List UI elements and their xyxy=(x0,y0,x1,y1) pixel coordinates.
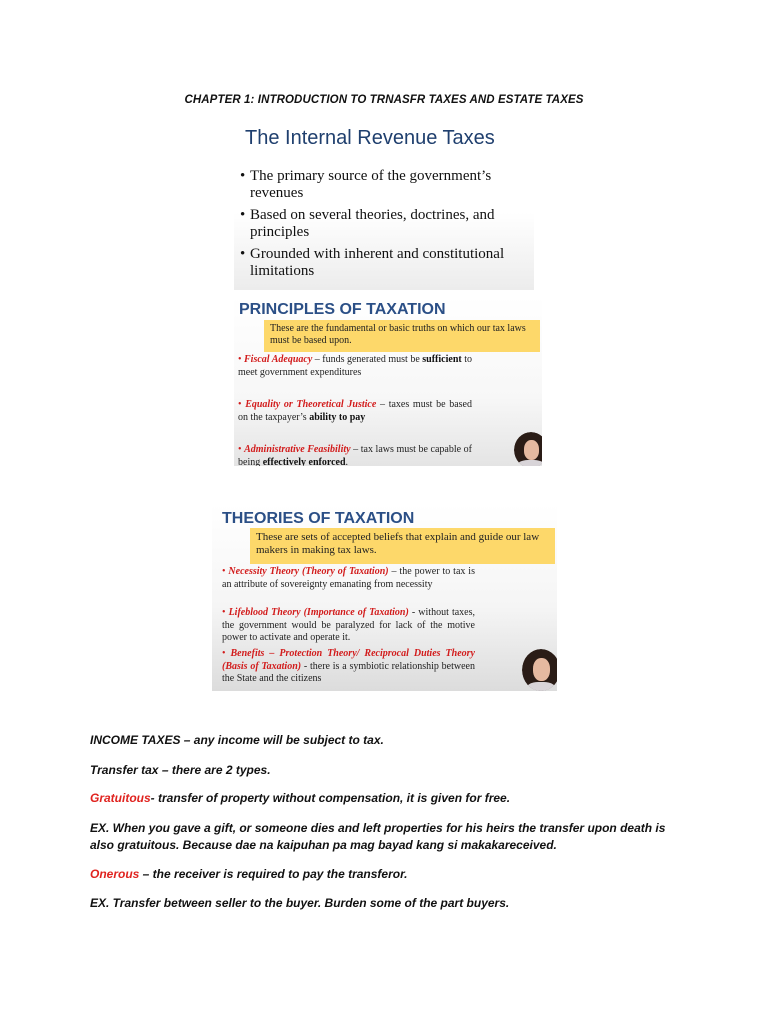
note-example-gratuitous: EX. When you gave a gift, or someone dies and left properties for his heirs the transfer upon death is also gratuitous. Because dae na kaipuhan pa mag bayad kang si makakareceived. xyxy=(90,821,666,852)
slide-theories-of-taxation xyxy=(212,504,557,691)
note-onerous: Onerous – the receiver is required to pay the transferor. xyxy=(90,867,408,881)
slide-internal-revenue-taxes xyxy=(234,118,534,290)
highlight-note: These are sets of accepted beliefs that explain and guide our law makers in making tax laws. xyxy=(250,528,555,564)
note-gratuitous: Gratuitous- transfer of property without compensation, it is given for free. xyxy=(90,791,511,805)
chapter-heading: CHAPTER 1: INTRODUCTION TO TRNASFR TAXES AND ESTATE TAXES xyxy=(184,94,584,106)
principle-item: • Administrative Feasibility – tax laws must be capable of being effectively enforced. xyxy=(238,444,472,466)
theory-item: • Necessity Theory (Theory of Taxation) – the power to tax is an attribute of sovereignty emanating from necessity xyxy=(222,566,475,590)
bullet-list xyxy=(240,168,530,285)
slide-title: THEORIES OF TAXATION xyxy=(222,510,415,527)
slide-title: The Internal Revenue Taxes xyxy=(245,127,495,149)
bullet-item: • Based on several theories, doctrines, and principles xyxy=(240,207,530,241)
note-example-onerous: EX. Transfer between seller to the buyer. Burden some of the part buyers. xyxy=(90,896,510,910)
note-transfer-tax: Transfer tax – there are 2 types. xyxy=(90,763,271,777)
principle-item: • Equality or Theoretical Justice – taxes must be based on the taxpayer’s ability to pay xyxy=(238,399,472,423)
highlight-note: These are the fundamental or basic truths on which our tax laws must be based upon. xyxy=(264,320,540,352)
presenter-avatar xyxy=(514,432,542,466)
term-gratuitous: Gratuitous xyxy=(90,791,151,805)
presenter-avatar xyxy=(522,649,557,691)
note-income-taxes: INCOME TAXES – any income will be subject to tax. xyxy=(90,733,384,747)
slide-principles-of-taxation xyxy=(234,296,542,466)
principle-item: • Fiscal Adequacy – funds generated must be sufficient to meet government expenditures xyxy=(238,354,473,378)
theory-item: • Lifeblood Theory (Importance of Taxation) - without taxes, the government would be paralyzed for lack of the motive power to activate and operate it. xyxy=(222,607,475,643)
term-onerous: Onerous xyxy=(90,867,140,881)
slide-title: PRINCIPLES OF TAXATION xyxy=(239,301,446,318)
theory-item: • Benefits – Protection Theory/ Reciprocal Duties Theory (Basis of Taxation) - there is a symbiotic relationship between the State and the citizens xyxy=(222,648,475,684)
bullet-item: • The primary source of the government’s revenues xyxy=(240,168,530,202)
bullet-item: • Grounded with inherent and constitutional limitations xyxy=(240,246,530,280)
